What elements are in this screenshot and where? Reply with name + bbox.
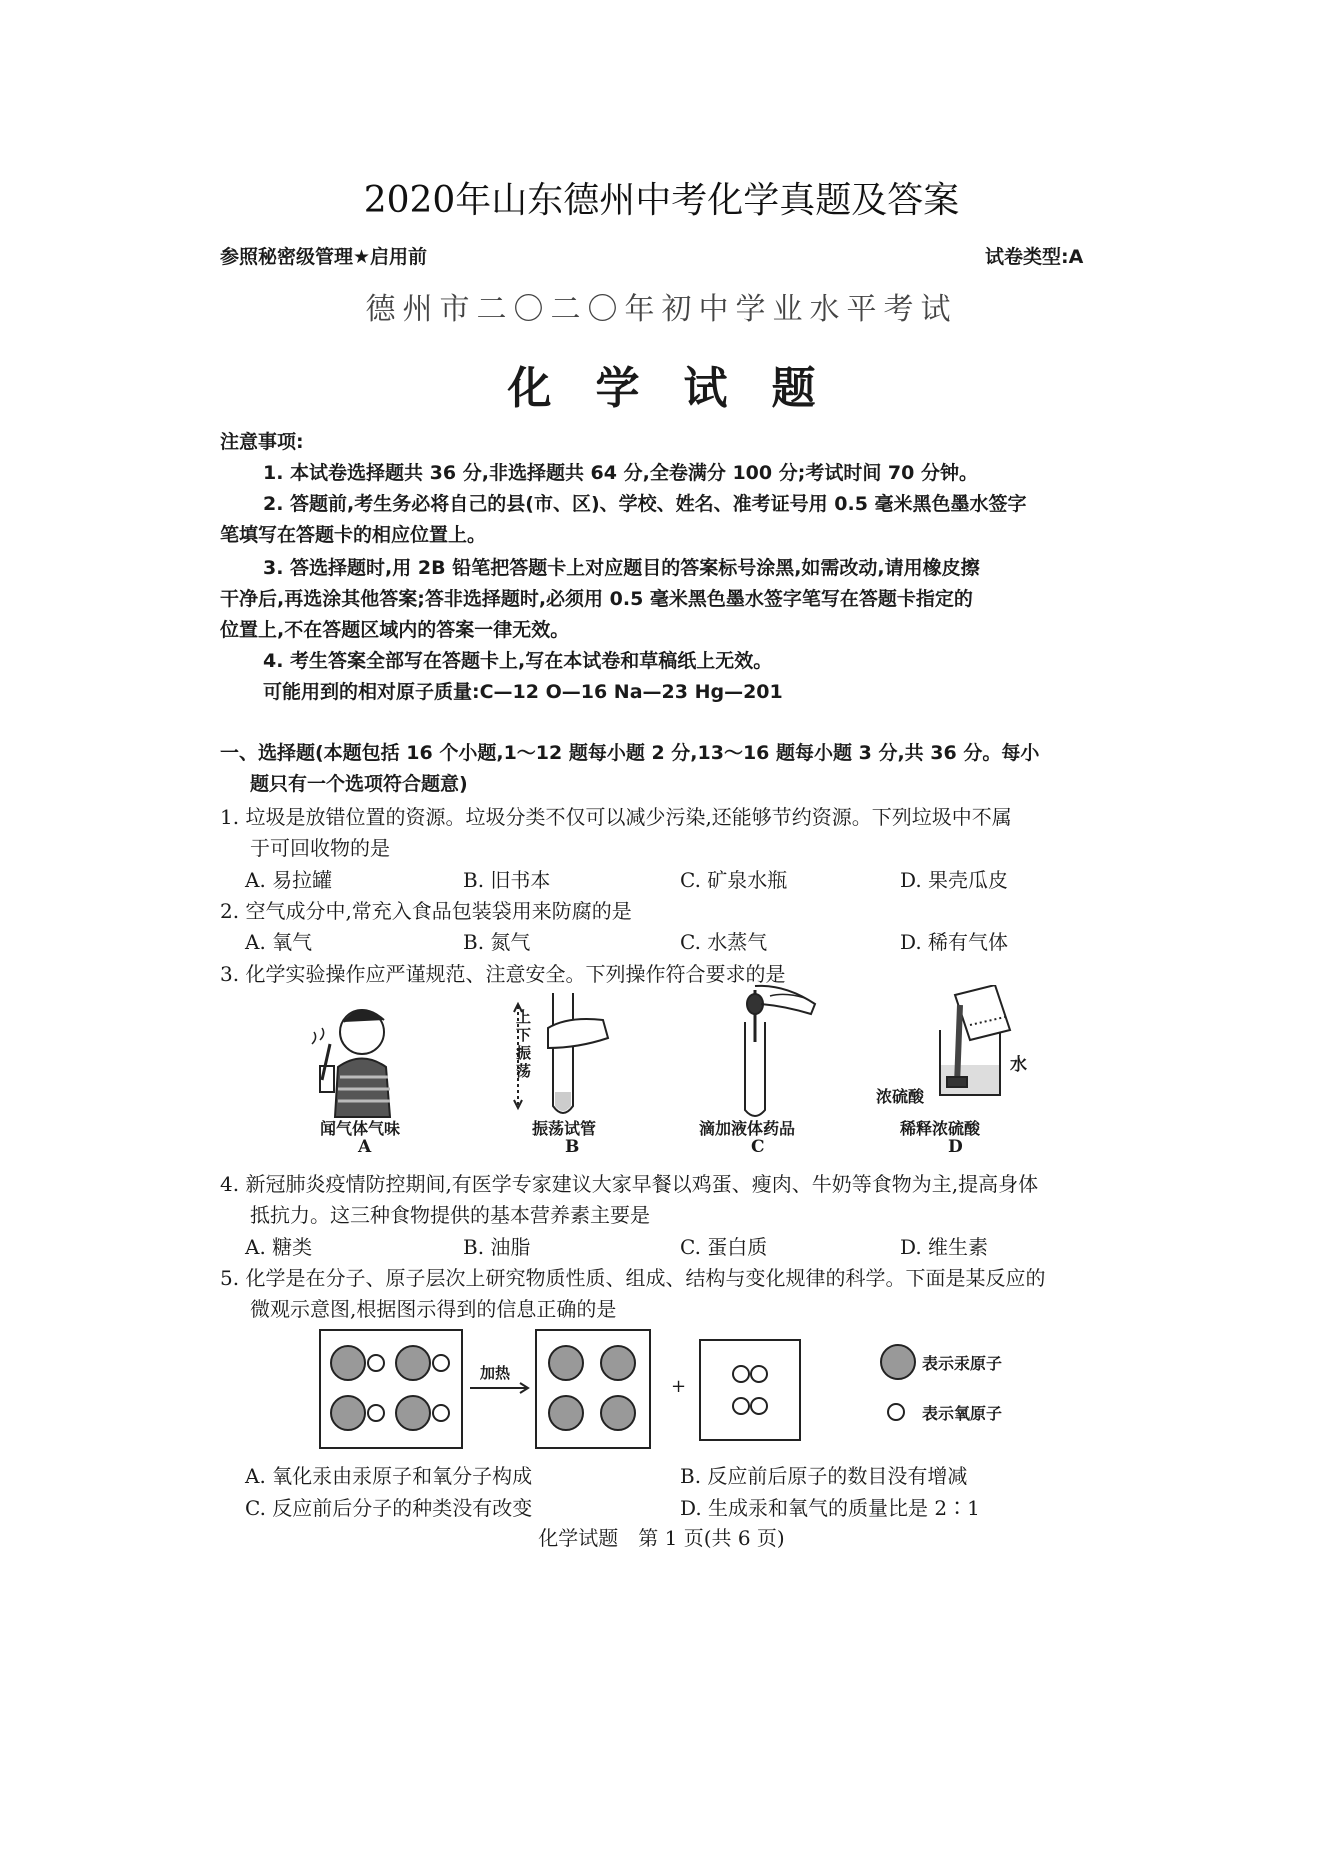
q1-option-d: D. 果壳瓜皮 [900,868,1009,892]
q1-option-c: C. 矿泉水瓶 [680,868,788,892]
q2-option-a: A. 氧气 [245,930,313,954]
question-1-stem-cont: 于可回收物的是 [250,836,390,860]
notice-item-1: 1. 本试卷选择题共 36 分,非选择题共 64 分,全卷满分 100 分;考试时间 70 分钟。 [263,462,978,484]
notice-item-2-cont: 笔填写在答题卡的相应位置上。 [220,524,487,546]
notice-item-3: 3. 答选择题时,用 2B 铅笔把答题卡上对应题目的答案标号涂黑,如需改动,请用橡皮擦 [263,557,980,579]
question-5-stem: 5. 化学是在分子、原子层次上研究物质性质、组成、结构与变化规律的科学。下面是某反应的 [220,1266,1046,1290]
security-level: 参照秘密级管理★启用前 [220,246,428,268]
q2-option-d: D. 稀有气体 [900,930,1009,954]
q4-option-a: A. 糖类 [245,1235,313,1259]
q5-option-d: D. 生成汞和氧气的质量比是 2∶1 [680,1496,980,1520]
water-label: 水 [1010,1055,1027,1075]
section-heading-cont: 题只有一个选项符合题意) [250,773,468,795]
q1-option-a: A. 易拉罐 [245,868,333,892]
q2-option-b: B. 氮气 [463,930,531,954]
q4-option-b: B. 油脂 [463,1235,531,1259]
q4-option-d: D. 维生素 [900,1235,989,1259]
notice-item-2: 2. 答题前,考生务必将自己的县(市、区)、学校、姓名、准考证号用 0.5 毫米黑色墨水签字 [263,493,1027,515]
notice-item-4: 4. 考生答案全部写在答题卡上,写在本试卷和草稿纸上无效。 [263,650,773,672]
legend-mercury: 表示汞原子 [922,1354,1003,1373]
question-1-stem: 1. 垃圾是放错位置的资源。垃圾分类不仅可以减少污染,还能够节约资源。下列垃圾中不属 [220,805,1012,829]
section-heading: 一、选择题(本题包括 16 个小题,1～12 题每小题 2 分,13～16 题每小题 3 分,共 36 分。每小 [220,742,1040,764]
question-4-stem: 4. 新冠肺炎疫情防控期间,有医学专家建议大家早餐以鸡蛋、瘦肉、牛奶等食物为主,提高身体 [220,1172,1039,1196]
subject-title: 化学试题 [507,363,860,414]
q5-option-a: A. 氧化汞由汞原子和氧分子构成 [245,1464,533,1488]
paper-type: 试卷类型:A [985,246,1084,268]
atomic-mass-line: 可能用到的相对原子质量:C—12 O—16 Na—23 Hg—201 [263,681,783,703]
q5-option-b: B. 反应前后原子的数目没有增减 [680,1464,968,1488]
question-4-stem-cont: 抵抗力。这三种食物提供的基本营养素主要是 [250,1203,650,1227]
document-title: 2020年山东德州中考化学真题及答案 [363,180,960,221]
notice-heading: 注意事项: [220,431,304,453]
page-footer: 化学试题 第 1 页(共 6 页) [538,1526,785,1550]
question-3-stem: 3. 化学实验操作应严谨规范、注意安全。下列操作符合要求的是 [220,962,786,986]
dilute-acid-figure [885,985,1025,1100]
q1-option-b: B. 旧书本 [463,868,551,892]
q2-option-c: C. 水蒸气 [680,930,768,954]
notice-item-3-end: 位置上,不在答题区域内的答案一律无效。 [220,619,570,641]
q4-option-c: C. 蛋白质 [680,1235,768,1259]
plus-sign: + [671,1376,687,1397]
shake-direction-label: 上下振荡 [516,1008,532,1080]
figure-d-letter: D [948,1137,963,1157]
notice-item-3-cont: 干净后,再选涂其他答案;答非选择题时,必须用 0.5 毫米黑色墨水签字笔写在答题卡指定的 [220,588,973,610]
arrow-label-heat: 加热 [480,1364,511,1382]
question-2-stem: 2. 空气成分中,常充入食品包装袋用来防腐的是 [220,899,632,923]
figure-c-caption: 滴加液体药品 [699,1119,796,1138]
figure-a-caption: 闻气体气味 [320,1119,401,1138]
figure-d-caption: 稀释浓硫酸 [900,1119,981,1138]
figure-a-letter: A [358,1137,372,1157]
question-5-stem-cont: 微观示意图,根据图示得到的信息正确的是 [250,1297,617,1321]
q5-option-c: C. 反应前后分子的种类没有改变 [245,1496,533,1520]
legend-oxygen: 表示氧原子 [922,1404,1003,1423]
acid-label: 浓硫酸 [876,1087,925,1106]
figure-b-caption: 振荡试管 [532,1119,597,1138]
figure-b-letter: B [565,1137,580,1157]
smell-gas-figure [300,992,430,1122]
figure-c-letter: C [751,1137,765,1157]
exam-title: 德州市二〇二〇年初中学业水平考试 [365,292,958,327]
drop-liquid-figure [715,982,825,1122]
